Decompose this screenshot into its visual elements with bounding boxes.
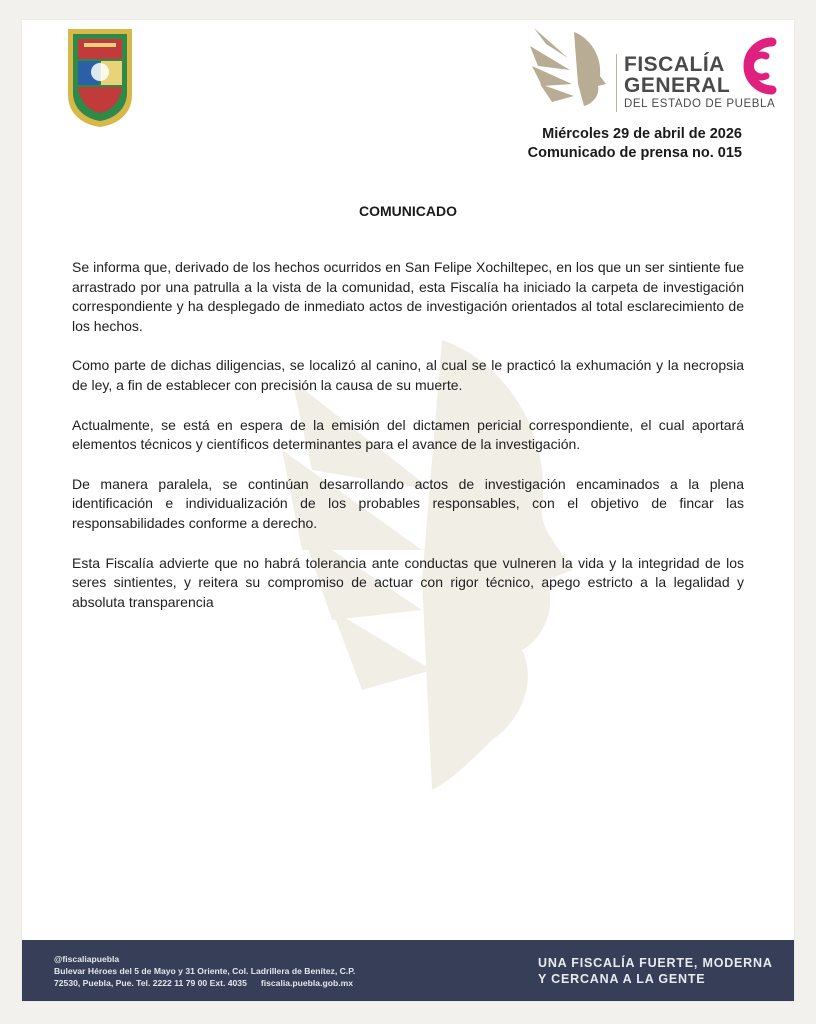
footer-slogan <box>538 955 773 987</box>
release-date: Miércoles 29 de abril de 2026 <box>542 126 742 142</box>
press-release-page <box>22 20 794 1001</box>
logo-text-fiscalia: FISCALÍA <box>624 53 725 76</box>
magenta-c-logo-icon <box>728 30 786 102</box>
website-link[interactable]: fiscalia.puebla.gob.mx <box>260 978 354 988</box>
slogan-line-2: Y CERCANA A LA GENTE <box>538 972 706 986</box>
press-release-number: Comunicado de prensa no. 015 <box>527 145 742 161</box>
footer-contact <box>54 953 367 989</box>
document-body <box>72 258 744 632</box>
logo-text-estado: DEL ESTADO DE PUEBLA <box>624 98 776 110</box>
slogan-line-1: UNA FISCALÍA FUERTE, MODERNA <box>538 956 773 970</box>
paragraph: Esta Fiscalía advierte que no habrá tolerancia ante conductas que vulneren la vida y la integridad de los seres sintientes, y reitera su compromiso de actuar con rigor técnico, apego estricto a la legalidad y absoluta transparencia <box>72 554 744 610</box>
paragraph: Actualmente, se está en espera de la emisión del dictamen pericial correspondiente, el cual aportará elementos técnicos y científicos determinantes para el avance de la investigación. <box>72 416 744 453</box>
address-phone: 72530, Puebla, Pue. Tel. 2222 11 79 00 Ext. 4035 <box>54 978 247 988</box>
document-heading: COMUNICADO <box>359 203 457 219</box>
address-line-2 <box>54 977 367 989</box>
fiscalia-logo <box>528 24 788 114</box>
paragraph: Se informa que, derivado de los hechos ocurridos en San Felipe Xochiltepec, en los que un ser sintiente fue arrastrado por una patrulla a la vista de la comunidad, esta Fiscalía ha iniciado la carpeta de investigación correspondiente y ha desplegado de inmediato actos de investigación orientados al total esclarecimiento de los hechos. <box>72 259 744 334</box>
date-block <box>528 125 742 163</box>
paragraph: De manera paralela, se continúan desarrollando actos de investigación encaminados a la plena identificación e individualización de los probables responsables, con el objetivo de fincar las responsabilidades conforme a derecho. <box>72 475 744 531</box>
footer <box>22 940 794 1001</box>
address-line-1: Bulevar Héroes del 5 de Mayo y 31 Oriente, Col. Ladrillera de Benítez, C.P. <box>54 966 356 976</box>
paragraph: Como parte de dichas diligencias, se localizó al canino, al cual se le practicó la exhumación y la necropsia de ley, a fin de establecer con precisión la causa de su muerte. <box>72 357 744 393</box>
logo-separator <box>616 54 617 112</box>
social-handle: @fiscaliapuebla <box>54 954 120 964</box>
puebla-state-crest-icon <box>64 25 136 129</box>
fiscalia-emblem-icon <box>528 24 614 114</box>
logo-text-general: GENERAL <box>624 74 731 97</box>
